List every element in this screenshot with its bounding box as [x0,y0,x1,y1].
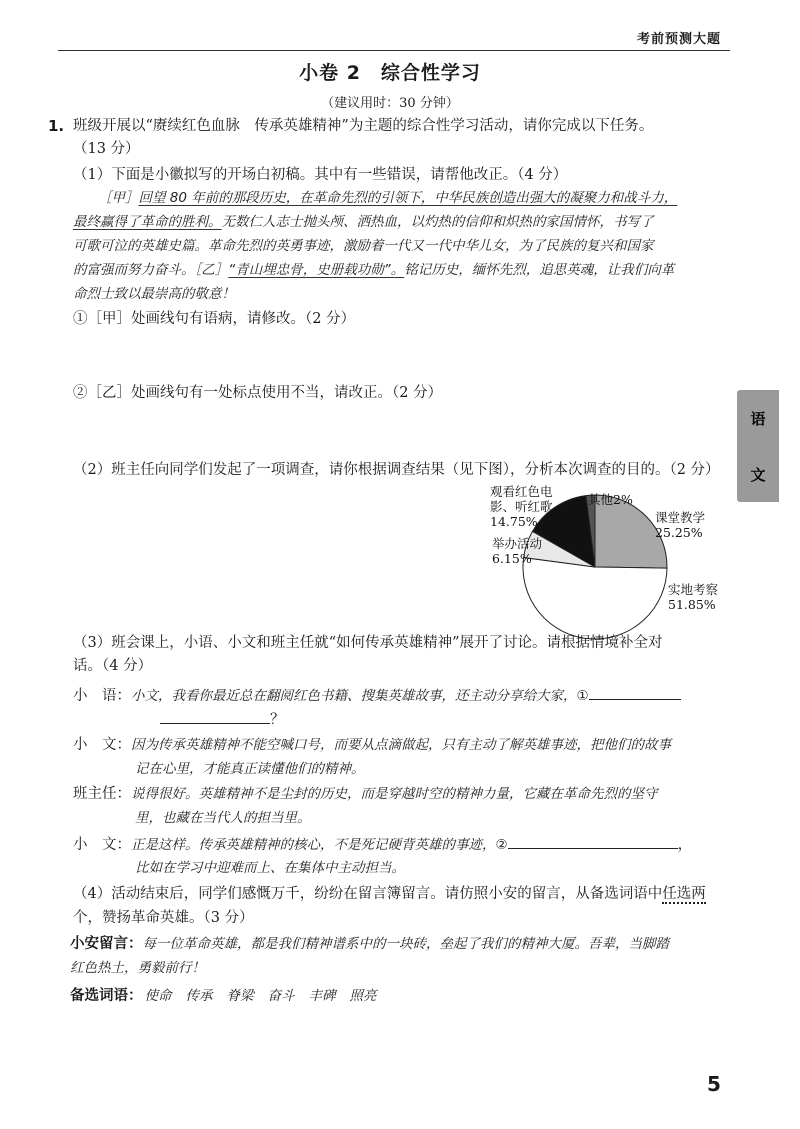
part3-prompt-line2: 话。（4 分） [73,658,153,674]
part4-prompt-line2: 个，赞扬革命英雄。（3 分） [73,910,254,926]
sample-message: 小安留言：每一位革命英雄，都是我们精神谱系中的一块砖，垒起了我们的精神大厦。吾辈，当脚踏 [70,936,669,952]
word-option: 照亮 [349,988,377,1004]
sample-message-cont: 红色热土，勇毅前行！ [70,960,205,976]
pie-label-4: 观看红色电影、听红歌 14.75% [490,484,553,529]
exam-tag: 考前预测大题 [637,32,722,47]
answer-blank-1b[interactable] [160,709,270,724]
passage-line-3: 可歌可泣的英雄史篇。革命先烈的英勇事迹，激励着一代又一代中华儿女，为了民族的复兴和国家 [73,238,654,254]
question-intro: 班级开展以“赓续红色血脉 传承英雄精神”为主题的综合性学习活动，请你完成以下任务。 [73,118,654,134]
dialogue-xiaoyu-cont: ？ [160,709,285,730]
page-number: 5 [707,1072,721,1096]
dialogue-teacher: 班主任：说得很好。英雄精神不是尘封的历史，而是穿越时空的精神力量，它藏在革命先烈的坚守 [73,786,658,802]
dialogue-xiaowen-2-cont: 比如在学习中迎难而上、在集体中主动担当。 [135,860,405,876]
underlined-sentence-jia-part2: 最终赢得了革命的胜利。 [73,214,222,230]
word-option: 脊梁 [226,988,254,1004]
word-bank [70,986,391,1006]
answer-blank-2[interactable] [508,834,678,849]
speaker-xiaowen: 小 文： [73,737,131,753]
part1-sub1: ①［甲］处画线句有语病，请修改。（2 分） [73,311,356,327]
speaker-xiaowen-2: 小 文： [73,837,131,853]
part1-sub2: ②［乙］处画线句有一处标点使用不当，请改正。（2 分） [73,385,443,401]
pie-label-3: 举办活动 6.15% [492,536,543,566]
passage-line-1 [98,188,677,208]
question-score: （13 分） [73,141,140,157]
pie-label-5: 其他2% [588,492,633,507]
survey-pie-chart [480,482,719,642]
word-option: 奋斗 [267,988,295,1004]
speaker-xiaoyu: 小 语： [73,688,131,704]
passage-line-5: 命烈士致以最崇高的敬意！ [73,286,235,302]
subject-tab [737,390,779,502]
pie-slice-2 [523,558,667,639]
word-bank-label: 备选词语： [70,988,143,1004]
time-suggestion: （建议用时：30 分钟） [321,96,459,111]
word-option: 丰碑 [308,988,336,1004]
dialogue-xiaoyu: 小 语：小文，我看你最近总在翻阅红色书籍、搜集英雄故事，还主动分享给大家，① [73,685,681,706]
header-divider [58,50,730,51]
part2-prompt: （2）班主任向同学们发起了一项调查，请你根据调查结果（见下图），分析本次调查的目的。（2 分） [73,462,720,478]
passage-line-2: 最终赢得了革命的胜利。无数仁人志士抛头颅、洒热血，以灼热的信仰和炽热的家国情怀，书写了 [73,214,654,230]
underlined-sentence-jia-part1: 回望 80 年前的那段历史，在革命先烈的引领下，中华民族创造出强大的凝聚力和战斗力， [138,190,678,206]
word-option: 使命 [144,988,172,1004]
dialogue-teacher-cont: 里，也藏在当代人的担当里。 [135,810,311,826]
answer-blank-1a[interactable] [589,685,681,700]
subject-tab-char-1: 语 [750,409,766,428]
word-option: 传承 [185,988,213,1004]
pie-label-1: 课堂教学 25.25% [655,510,706,540]
passage-line-4: 的富强而努力奋斗。［乙］“青山埋忠骨，史册载功勋”。铭记历史，缅怀先烈，追思英魂，让我们向革 [73,262,675,278]
dialogue-xiaowen-2: 小 文：正是这样。传承英雄精神的核心，不是死记硬背英雄的事迹，② ， [73,834,692,855]
part4-prompt-line1: （4）活动结束后，同学们感慨万千，纷纷在留言簿留言。请仿照小安的留言，从备选词语中任选两 [73,886,706,902]
dialogue-xiaowen-1: 小 文：因为传承英雄精神不能空喊口号，而要从点滴做起，只有主动了解英雄事迹，把他们的故事 [73,737,671,753]
part3-prompt-line1: （3）班会课上，小语、小文和班主任就“如何传承英雄精神”展开了讨论。请根据情境补全对 [73,635,663,651]
sample-label: 小安留言： [70,936,143,952]
speaker-teacher: 班主任： [73,786,131,802]
pie-label-2: 实地考察 51.85% [668,582,719,612]
question-number: 1. [48,117,65,135]
dialogue-xiaowen-1-cont: 记在心里，才能真正读懂他们的精神。 [135,761,365,777]
part1-prompt: （1）下面是小徽拟写的开场白初稿。其中有一些错误，请帮他改正。（4 分） [73,167,568,183]
subject-tab-char-2: 文 [750,465,766,484]
marker-jia: ［甲］ [98,190,139,206]
section-title: 小卷 2 综合性学习 [299,62,481,84]
underlined-sentence-yi: “青山埋忠骨，史册载功勋”。 [228,262,405,278]
